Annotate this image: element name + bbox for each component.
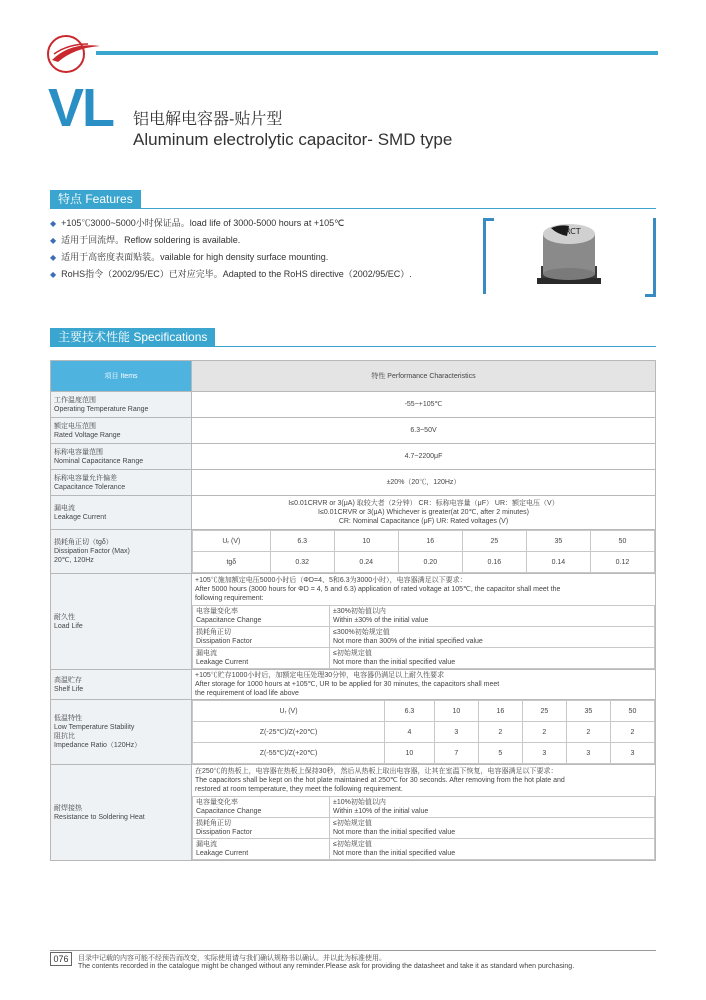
voltage-value: 6.3~50V — [192, 418, 656, 444]
table-row: Uᵣ (V) 6.3 10 16 25 35 50 — [193, 531, 655, 552]
table-row — [51, 530, 656, 574]
features-header: 特点 Features — [50, 190, 141, 209]
table-row — [51, 765, 656, 861]
capacitance-value: 4.7~2200μF — [192, 444, 656, 470]
series-title: VL — [48, 78, 114, 138]
load-life-table — [192, 605, 655, 669]
capacitor-marking: RCT — [565, 227, 581, 236]
shelf-life-text: +105℃贮存1000小时后，加额定电压处理30分钟，电容器仍满足以上耐久性要求 After storage for 1000 hours at +105℃, UR to be applied for 30 minutes, the capacitors shall meet the requirement of load life above — [192, 670, 656, 700]
table-row — [51, 444, 656, 470]
tolerance-value: ±20%（20℃，120Hz） — [192, 470, 656, 496]
voltage-label: 额定电压范围 Rated Voltage Range — [51, 418, 192, 444]
table-row: tgδ 0.32 0.24 0.20 0.16 0.14 0.12 — [193, 552, 655, 573]
table-row — [51, 418, 656, 444]
feature-item: ◆ +105℃3000~5000小时保证品。load life of 3000-5000 hours at +105℃ — [50, 218, 345, 228]
table-row — [51, 574, 656, 670]
header-rule — [96, 51, 658, 55]
feature-item: ◆ 适用于高密度表面贴装。vailable for high density surface mounting. — [50, 252, 329, 262]
load-life-text: +105℃施加额定电压5000小时后（ΦD=4、5和6.3为3000小时），电容器满足以下要求： After 5000 hours (3000 hours for ΦD = 4, 5 and 6.3) application of rated voltage at 105℃, the capacitor shall meet the following requirement: — [195, 577, 561, 602]
load-life-label: 耐久性 Load Life — [51, 574, 192, 670]
table-row — [51, 470, 656, 496]
table-row: Z(-55℃)/Z(+20℃) 10 7 5 3 3 3 — [193, 743, 655, 764]
image-frame-right — [645, 218, 656, 297]
table-row: 损耗角正切 Dissipation Factor ≤300%初始规定值 Not more than 300% of the initial specified value — [193, 627, 655, 648]
soldering-label: 耐焊接热 Resistance to Soldering Heat — [51, 765, 192, 861]
table-row — [51, 670, 656, 700]
table-row: 损耗角正切 Dissipation Factor ≤初始规定值 Not more than the initial specified value — [193, 818, 655, 839]
bullet-icon: ◆ — [50, 219, 57, 228]
table-row: 电容量变化率 Capacitance Change ±10%初始值以内 Within ±10% of the initial value — [193, 797, 655, 818]
table-row — [51, 700, 656, 765]
soldering-text: 在250℃的热板上，电容器在热板上保持30秒，然后从热板上取出电容器，让其在室温下恢复，电容器满足以下要求： The capacitors shall be kept on the hot plate maintained at 250℃ for 30 seconds. After removing from the hot plate and restored at room temperature, they meet the following requirement. — [195, 768, 565, 793]
temp-label: 工作温度范围 Operating Temperature Range — [51, 392, 192, 418]
spec-header: 主要技术性能 Specifications — [50, 328, 215, 347]
title-chinese: 铝电解电容器-贴片型 — [133, 111, 283, 128]
low-temp-label: 低温特性 Low Temperature Stability 阻抗比 Impedance Ratio（120Hz） — [51, 700, 192, 765]
dissipation-table — [192, 530, 655, 573]
table-row: Uᵣ (V) 6.3 10 16 25 35 50 — [193, 701, 655, 722]
tolerance-label: 标称电容量允许偏差 Capacitance Tolerance — [51, 470, 192, 496]
table-row: 漏电流 Leakage Current ≤初始规定值 Not more than the initial specified value — [193, 839, 655, 860]
page-number: 076 — [50, 952, 72, 966]
bullet-icon: ◆ — [50, 270, 57, 279]
items-header: 项目 Items — [51, 361, 192, 392]
table-row: Z(-25℃)/Z(+20℃) 4 3 2 2 2 2 — [193, 722, 655, 743]
footer-english: The contents recorded in the catalogue might be changed without any reminder.Please ask for providing the datasheet and take it as standard when purchasing. — [78, 963, 575, 970]
table-row — [51, 496, 656, 530]
footer-chinese: 目录中记载的内容可能不经预告而改变，实际使用请与我们确认规格书以确认。并以此为标准使用。 — [78, 955, 386, 962]
image-frame-left — [483, 218, 494, 294]
bullet-icon: ◆ — [50, 236, 57, 245]
feature-item: ◆ RoHS指令（2002/95/EC）已对应完毕。Adapted to the RoHS directive（2002/95/EC）. — [50, 269, 412, 279]
low-temp-table — [192, 700, 655, 764]
features-rule — [50, 208, 656, 209]
capacitance-label: 标称电容量范围 Nominal Capacitance Range — [51, 444, 192, 470]
temp-value: -55~+105℃ — [192, 392, 656, 418]
title-english: Aluminum electrolytic capacitor- SMD type — [133, 130, 453, 149]
company-logo — [44, 32, 102, 76]
soldering-table — [192, 796, 655, 860]
footer-rule — [50, 950, 656, 951]
shelf-life-label: 高温贮存 Shelf Life — [51, 670, 192, 700]
spec-table — [50, 360, 656, 861]
spec-rule — [50, 346, 656, 347]
performance-header: 特性 Performance Characteristics — [192, 361, 656, 392]
feature-item: ◆ 适用于回流焊。Reflow soldering is available. — [50, 235, 241, 245]
table-row: 漏电流 Leakage Current ≤初始规定值 Not more than the initial specified value — [193, 648, 655, 669]
leakage-value: I≤0.01CRVR or 3(μA) 取较大者（2分钟） CR：标称电容量（μF） UR：额定电压（V） I≤0.01CRVR or 3(μA) Whichever is greater(at 20℃, after 2 minutes) CR: Nominal Capacitance (μF) UR: Rated voltages (V) — [192, 496, 656, 530]
spec-header-row — [51, 361, 656, 392]
capacitor-image — [535, 220, 603, 292]
dissipation-label: 损耗角正切（tgδ） Dissipation Factor (Max) 20℃, 120Hz — [51, 530, 192, 574]
bullet-icon: ◆ — [50, 253, 57, 262]
table-row — [51, 392, 656, 418]
table-row: 电容量变化率 Capacitance Change ±30%初始值以内 Within ±30% of the initial value — [193, 606, 655, 627]
leakage-label: 漏电流 Leakage Current — [51, 496, 192, 530]
